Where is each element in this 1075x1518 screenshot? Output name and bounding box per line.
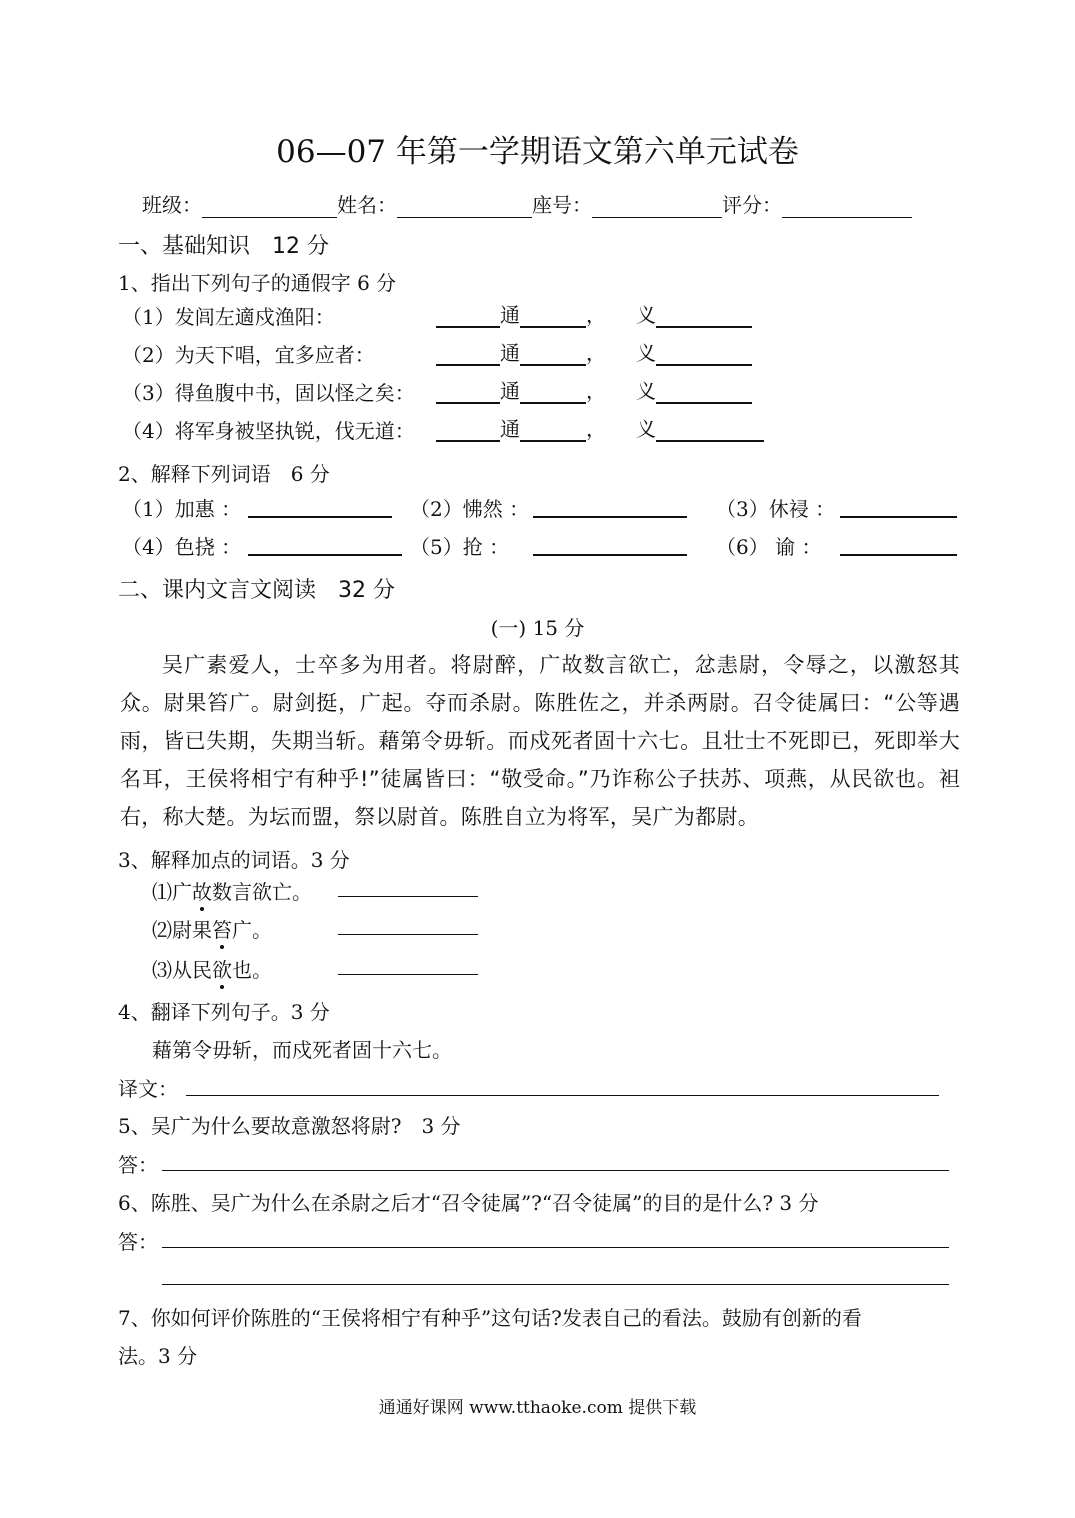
q2-blank-2[interactable] [533, 492, 687, 518]
q1-2-yi-blank[interactable] [656, 340, 752, 366]
q6-prompt: 6、陈胜、吴广为什么在杀尉之后才“召令徒属”?“召令徒属”的目的是什么? 3 分 [118, 1191, 819, 1215]
q1-item-2: （2）为天下唱，宜多应者： [122, 343, 375, 367]
q3-item-1-dotted-word: 故 [192, 880, 212, 904]
q2-prompt: 2、解释下列词语 6 分 [118, 462, 330, 486]
q6-answer-line-1[interactable] [162, 1247, 949, 1248]
tong-label: 通 [500, 341, 520, 365]
class-blank[interactable] [202, 195, 337, 218]
q3-item-2 [152, 914, 272, 943]
q6-answer-line-2[interactable] [162, 1284, 949, 1285]
page-footer: 通通好课网 www.tthaoke.com 提供下载 [378, 1398, 697, 1418]
q3-item-3 [152, 954, 272, 983]
student-info-row [142, 189, 912, 218]
section2-heading: 二、课内文言文阅读 32 分 [118, 578, 395, 603]
q3-item-3-dotted-word: 欲 [212, 958, 232, 982]
name-label: 姓名： [337, 193, 397, 217]
q4-answer-line[interactable] [186, 1095, 939, 1096]
q1-4-yi-blank[interactable] [656, 416, 764, 442]
q3-item-2-post: 广。 [232, 918, 272, 942]
q5-prompt: 5、吴广为什么要故意激怒将尉? 3 分 [118, 1114, 461, 1138]
q7-prompt-line1: 7、你如何评价陈胜的“王侯将相宁有种乎”这句话?发表自己的看法。鼓励有创新的看 [118, 1306, 862, 1330]
q1-3-yi-blank[interactable] [656, 378, 752, 404]
q4-answer-label: 译文： [118, 1077, 178, 1101]
seat-label: 座号： [532, 193, 592, 217]
q1-2-char-blank[interactable] [436, 340, 500, 366]
q1-1-yi-blank[interactable] [656, 302, 752, 328]
reading-passage [120, 646, 960, 836]
q2-item-6: （6） 谕 ： [716, 535, 822, 559]
q2-blank-3[interactable] [840, 492, 957, 518]
q1-2-tong-blank[interactable] [520, 340, 586, 366]
q4-sentence: 藉第令毋斩，而戍死者固十六七。 [152, 1038, 452, 1062]
q1-3-char-blank[interactable] [436, 378, 500, 404]
q3-item-1-pre: ⑴广 [152, 880, 192, 904]
score-label: 评分： [722, 193, 782, 217]
q1-blanks-3 [436, 375, 752, 404]
q1-blanks-1 [436, 299, 752, 328]
q2-blank-5[interactable] [533, 530, 687, 556]
comma: ， [586, 417, 606, 441]
section1-heading: 一、基础知识 12 分 [118, 234, 329, 259]
tong-label: 通 [500, 379, 520, 403]
q2-item-3: （3）休祲 ： [716, 497, 836, 521]
passage-text: 吴广素爱人，士卒多为用者。将尉醉，广故数言欲亡，忿恚尉，令辱之，以激怒其众。尉果笞广。尉剑挺，广起。夺而杀尉。陈胜佐之，并杀两尉。召令徒属曰：“公等遇雨，皆已失期，失期当斩。藉第令毋斩。而戍死者固十六七。且壮士不死即已，死即举大名耳，王侯将相宁有种乎!”徒属皆曰：“敬受命。”乃诈称公子扶苏、项燕，从民欲也。袒右，称大楚。为坛而盟，祭以尉首。陈胜自立为将军，吴广为都尉。 [120, 653, 960, 829]
q5-answer-line[interactable] [162, 1170, 949, 1171]
seat-blank[interactable] [592, 195, 722, 218]
tong-label: 通 [500, 417, 520, 441]
comma: ， [586, 379, 606, 403]
q3-item-3-pre: ⑶从民 [152, 958, 212, 982]
yi-label: 义 [636, 341, 656, 365]
q2-item-1: （1）加惠 ： [122, 497, 242, 521]
q1-item-3: （3）得鱼腹中书，固以怪之矣： [122, 381, 415, 405]
q3-blank-1[interactable] [338, 874, 478, 897]
q3-item-2-dotted-word: 笞 [212, 918, 232, 942]
name-blank[interactable] [397, 195, 532, 218]
q2-item-2: （2）怫然 ： [410, 497, 530, 521]
q1-blanks-4 [436, 413, 764, 442]
q1-1-tong-blank[interactable] [520, 302, 586, 328]
q2-blank-4[interactable] [248, 530, 402, 556]
yi-label: 义 [636, 379, 656, 403]
passage-subheading: (一) 15 分 [490, 616, 585, 640]
class-label: 班级： [142, 193, 202, 217]
score-blank[interactable] [782, 195, 912, 218]
q2-item-4: （4）色挠 ： [122, 535, 242, 559]
q3-item-3-post: 也。 [232, 958, 272, 982]
q1-item-1: （1）发闾左適戍渔阳： [122, 305, 335, 329]
q1-blanks-2 [436, 337, 752, 366]
q1-1-char-blank[interactable] [436, 302, 500, 328]
q3-item-1 [152, 876, 312, 905]
q7-prompt-line2: 法。3 分 [118, 1344, 198, 1368]
q3-blank-3[interactable] [338, 952, 478, 975]
q1-item-4: （4）将军身被坚执锐，伐无道： [122, 419, 415, 443]
q1-prompt: 1、指出下列句子的通假字 6 分 [118, 271, 397, 295]
q1-4-tong-blank[interactable] [520, 416, 586, 442]
tong-label: 通 [500, 303, 520, 327]
q2-item-5: （5）抢 ： [410, 535, 510, 559]
q1-4-char-blank[interactable] [436, 416, 500, 442]
q1-3-tong-blank[interactable] [520, 378, 586, 404]
q3-item-2-pre: ⑵尉果 [152, 918, 212, 942]
q3-blank-2[interactable] [338, 912, 478, 935]
yi-label: 义 [636, 417, 656, 441]
q5-answer-label: 答： [118, 1153, 158, 1177]
page-title: 06—07 年第一学期语文第六单元试卷 [276, 134, 799, 170]
q4-prompt: 4、翻译下列句子。3 分 [118, 1000, 330, 1024]
q2-blank-1[interactable] [248, 492, 392, 518]
comma: ， [586, 341, 606, 365]
yi-label: 义 [636, 303, 656, 327]
comma: ， [586, 303, 606, 327]
q3-item-1-post: 数言欲亡。 [212, 880, 312, 904]
q3-prompt: 3、解释加点的词语。3 分 [118, 848, 350, 872]
q6-answer-label: 答： [118, 1230, 158, 1254]
q2-blank-6[interactable] [840, 530, 957, 556]
